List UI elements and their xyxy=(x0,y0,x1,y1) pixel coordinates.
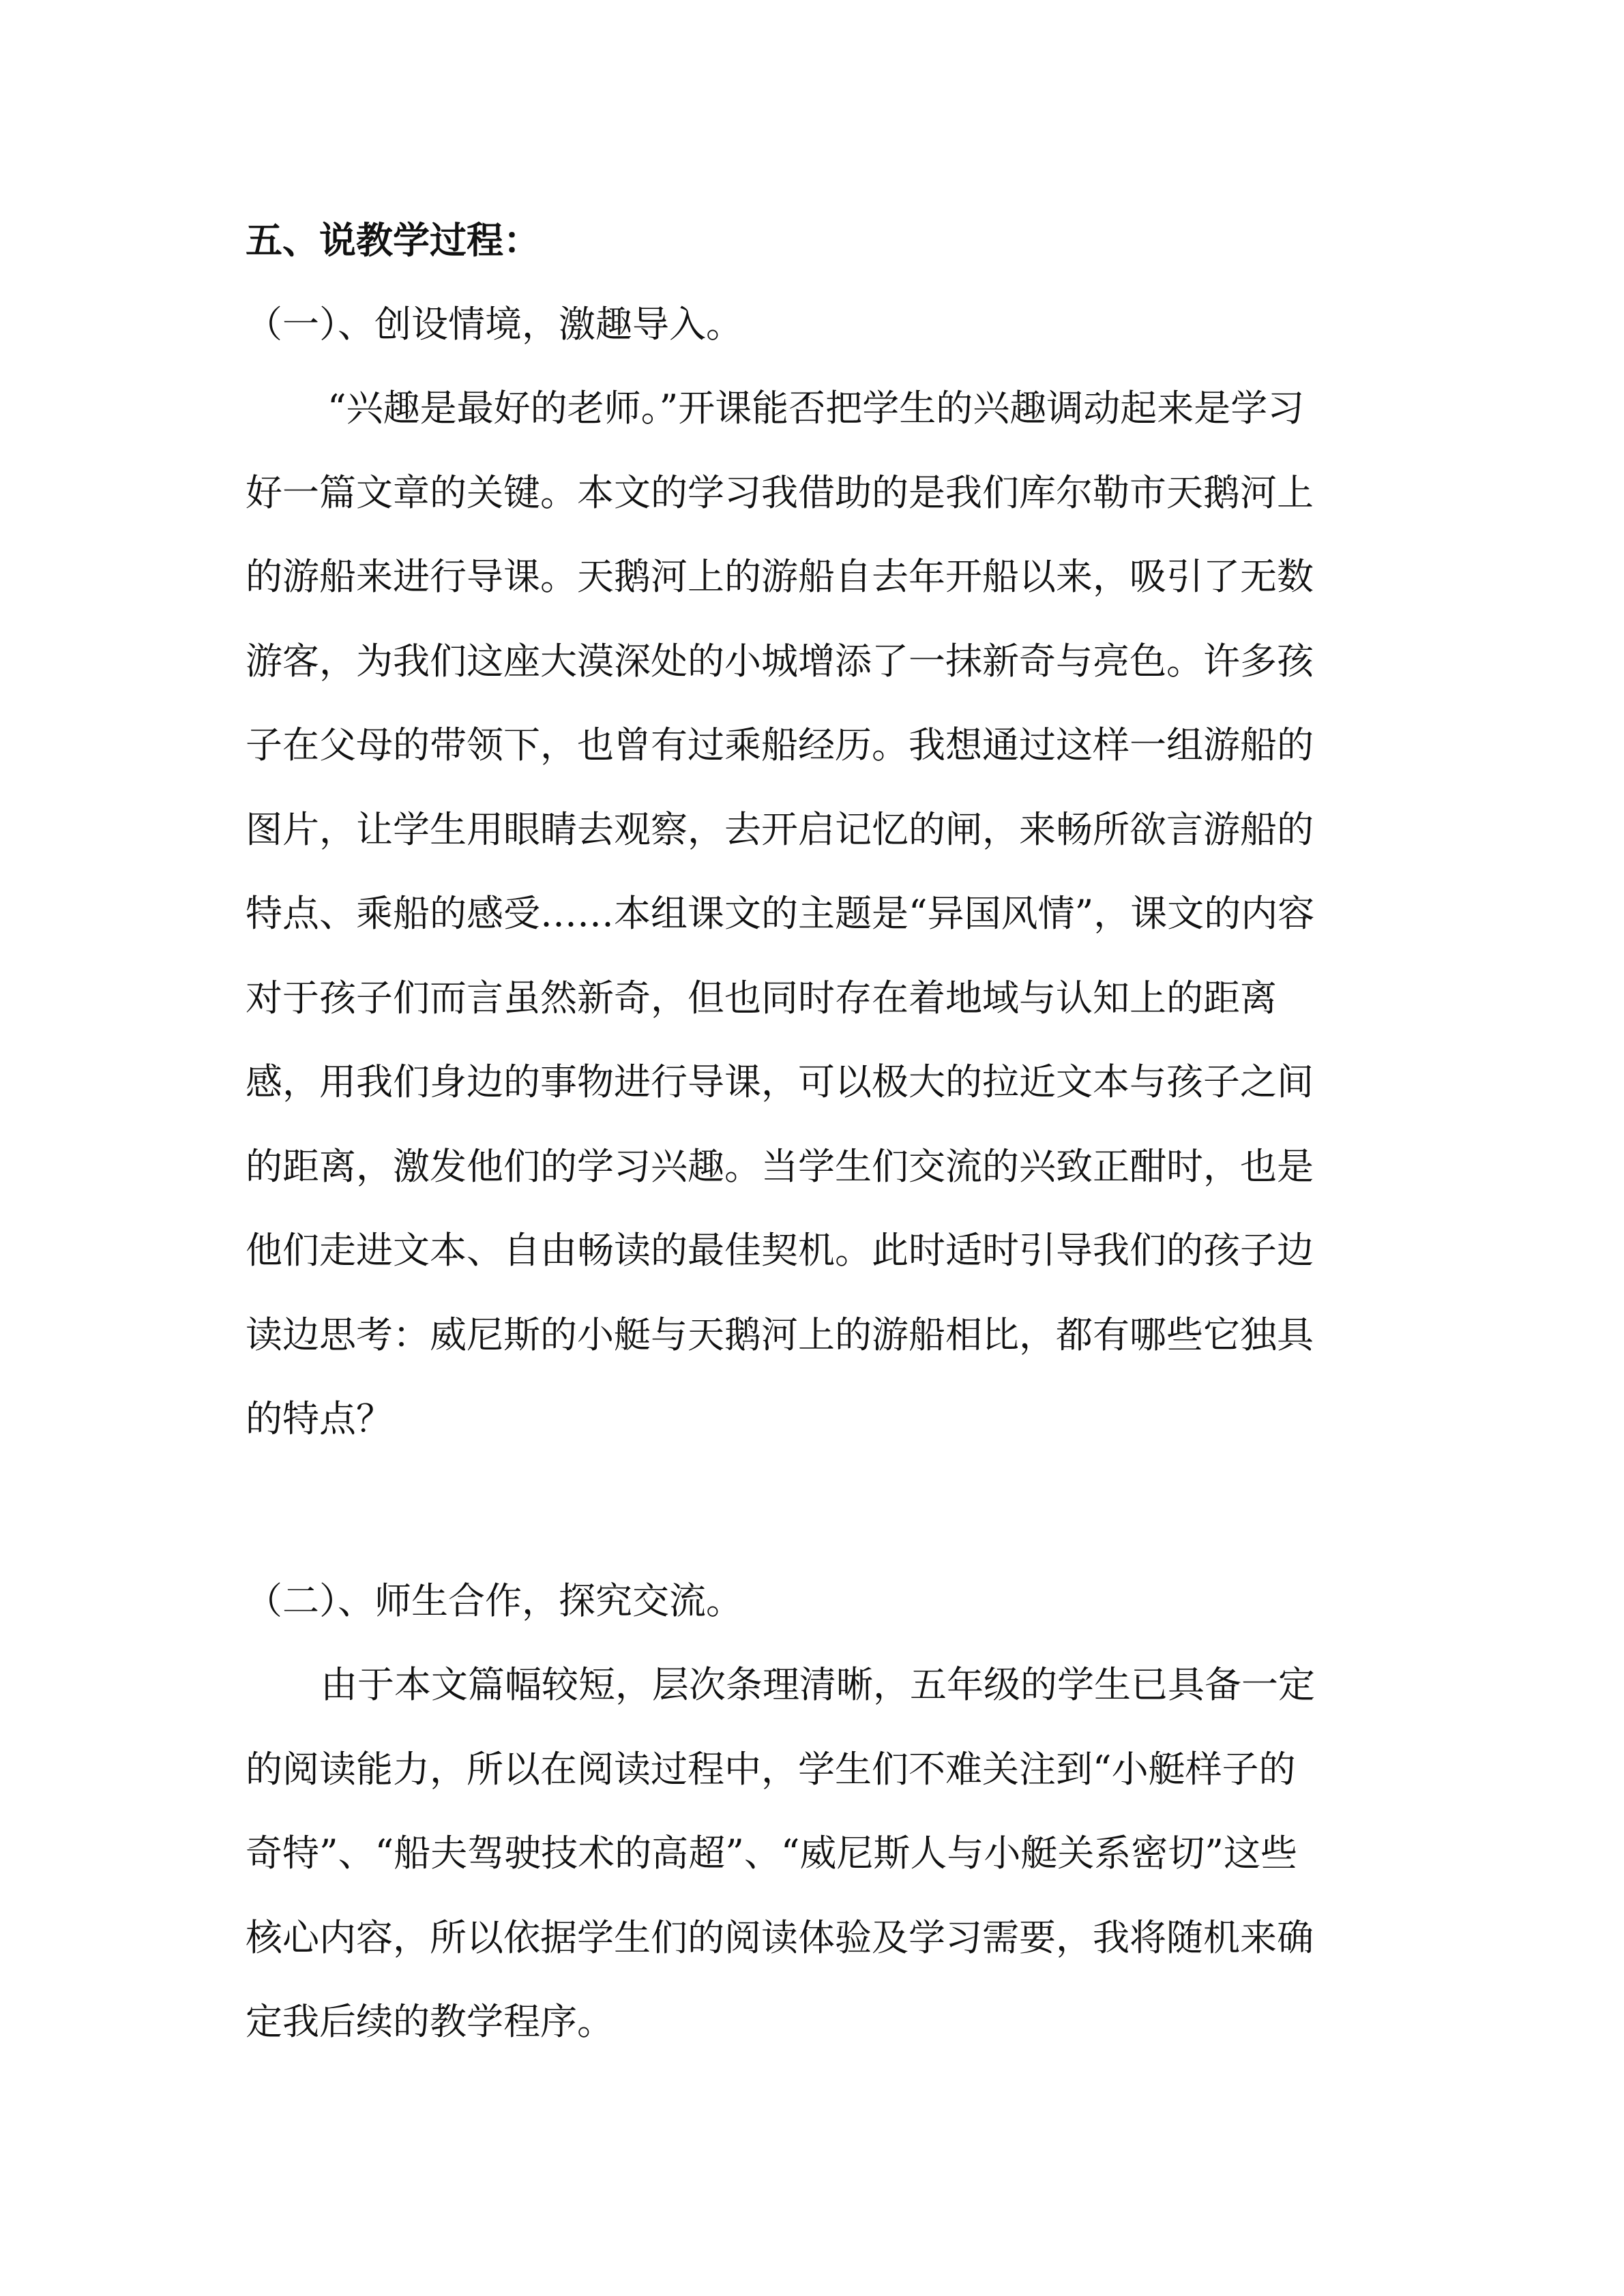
subsection-title-1: （一）、创设情境，激趣导入。 xyxy=(246,303,743,346)
paragraph-line: 核心内容，所以依据学生们的阅读体验及学习需要，我将随机来确 xyxy=(246,1916,1314,1959)
paragraph-line: 他们走进文本、自由畅读的最佳契机。此时适时引导我们的孩子边 xyxy=(246,1229,1314,1272)
section-heading: 五、说教学过程： xyxy=(246,219,540,262)
subsection-title-2: （二）、师生合作，探究交流。 xyxy=(246,1579,743,1622)
paragraph-line: 感，用我们身边的事物进行导课，可以极大的拉近文本与孩子之间 xyxy=(246,1060,1314,1103)
paragraph-line: 的特点？ xyxy=(246,1397,393,1440)
paragraph-line: 由于本文篇幅较短，层次条理清晰，五年级的学生已具备一定 xyxy=(321,1663,1315,1706)
paragraph-line: 子在父母的带领下，也曾有过乘船经历。我想通过这样一组游船的 xyxy=(246,724,1314,766)
paragraph-line: 图片，让学生用眼睛去观察，去开启记忆的闸，来畅所欲言游船的 xyxy=(246,808,1314,851)
paragraph-line: 特点、乘船的感受……本组课文的主题是“异国风情”，课文的内容 xyxy=(246,892,1315,935)
paragraph-line: 对于孩子们而言虽然新奇，但也同时存在着地域与认知上的距离 xyxy=(246,976,1277,1019)
paragraph-line: 奇特”、“船夫驾驶技术的高超”、“威尼斯人与小艇关系密切”这些 xyxy=(246,1832,1298,1875)
paragraph-line: 好一篇文章的关键。本文的学习我借助的是我们库尔勒市天鹅河上 xyxy=(246,471,1314,514)
paragraph-line: 的距离，激发他们的学习兴趣。当学生们交流的兴致正酣时，也是 xyxy=(246,1145,1314,1188)
paragraph-line: 的游船来进行导课。天鹅河上的游船自去年开船以来，吸引了无数 xyxy=(246,555,1314,598)
paragraph-line: 定我后续的教学程序。 xyxy=(246,2000,614,2043)
paragraph-line: 读边思考：威尼斯的小艇与天鹅河上的游船相比，都有哪些它独具 xyxy=(246,1313,1314,1356)
paragraph-line: 游客，为我们这座大漠深处的小城增添了一抹新奇与亮色。许多孩 xyxy=(246,640,1314,683)
paragraph-line: 的阅读能力，所以在阅读过程中，学生们不难关注到“小艇样子的 xyxy=(246,1748,1296,1791)
paragraph-line: “兴趣是最好的老师。”开课能否把学生的兴趣调动起来是学习 xyxy=(327,387,1305,430)
